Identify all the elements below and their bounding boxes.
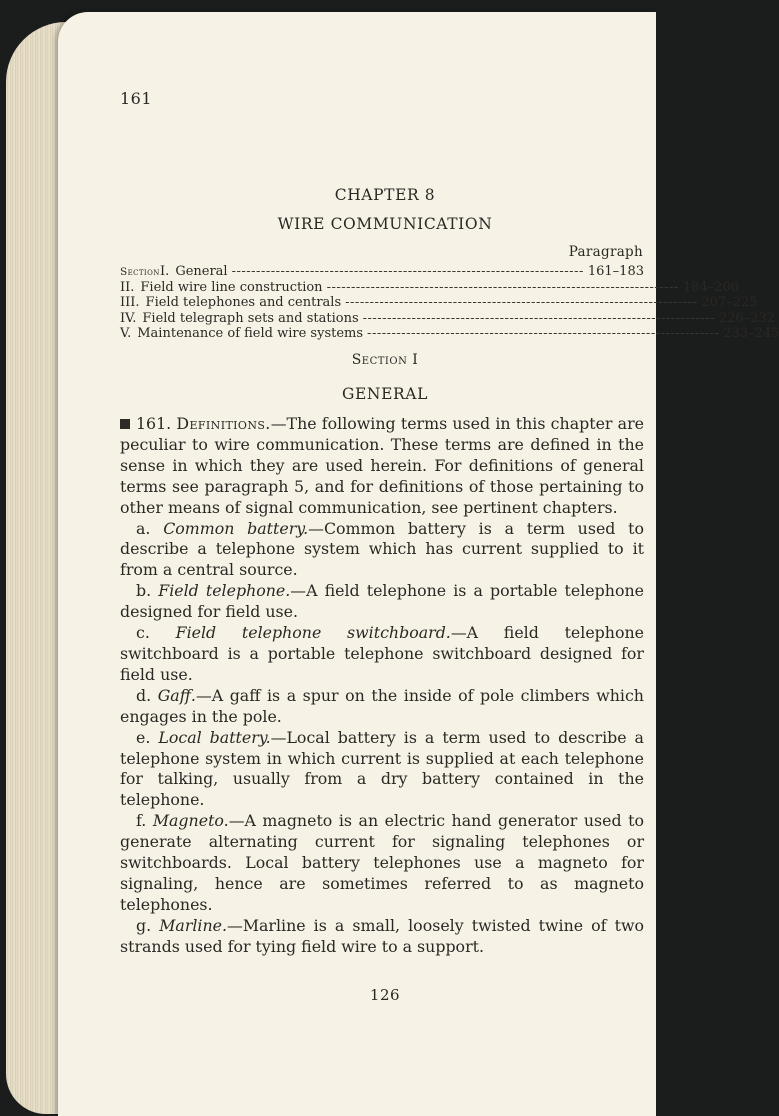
definition-text: —Marline is a small, loosely twisted twine of two strands used for tying field wire to a support.: [120, 915, 644, 956]
definition-text: —Common battery is a term used to describe a telephone system which has current supplied to it from a central source.: [120, 518, 644, 580]
definition-term: Gaff.: [157, 685, 196, 705]
toc-title: Field telegraph sets and stations: [142, 310, 359, 326]
definition-term: Marline.: [159, 915, 228, 935]
definition-term: Magneto.: [152, 811, 229, 831]
toc-leader: ------------------------------------------------------------------------: [367, 325, 720, 341]
definition-letter: b.: [136, 581, 152, 601]
section-label: Section I: [351, 352, 419, 368]
toc-number: V.: [120, 325, 132, 341]
definition-letter: d.: [136, 685, 152, 705]
toc-number: III.: [120, 295, 140, 311]
definition-letter: g.: [136, 915, 152, 935]
folio-page-number: 126: [369, 986, 401, 1004]
definition-text: —A field telephone switchboard is a portable telephone switchboard designed for field use.: [120, 623, 645, 684]
toc-leader: ------------------------------------------------------------------------: [326, 280, 679, 296]
definition-item: [120, 623, 644, 686]
toc-number: IV.: [120, 310, 137, 326]
toc-title: Field telephones and centrals: [145, 295, 342, 311]
toc-range: 161–183: [587, 264, 644, 279]
chapter-subtitle: WIRE COMMUNICATION: [277, 215, 493, 233]
toc-leader: ------------------------------------------------------------------------: [362, 310, 715, 326]
section-title: GENERAL: [342, 385, 428, 403]
chapter-title: CHAPTER 8: [334, 186, 436, 204]
toc-paragraph-header: Paragraph: [568, 244, 643, 260]
toc-leader: ------------------------------------------------------------------------: [231, 264, 584, 279]
toc-range: 184–206: [682, 280, 739, 296]
definition-item: [120, 519, 644, 582]
definition-letter: f.: [136, 811, 147, 831]
definition-item: [120, 686, 644, 728]
definition-term: Local battery.: [158, 727, 271, 747]
toc-section-label: Section: [120, 266, 160, 278]
toc-row: [120, 264, 644, 280]
definition-letter: a.: [136, 518, 151, 538]
paragraph-number: 161.: [136, 414, 172, 433]
definition-text: —A magneto is an electric hand generator used to generate alternating current for signaling telephones or switchboards. Local battery telephones use a magneto for signaling, hence are sometimes referred to as magneto telephones.: [120, 811, 644, 914]
toc-row: [120, 325, 779, 341]
toc-number: II.: [120, 280, 135, 296]
body-text: [120, 414, 644, 958]
definition-text: —A field telephone is a portable telephone designed for field use.: [120, 581, 644, 622]
definition-letter: e.: [136, 727, 151, 747]
toc-row: [120, 310, 776, 326]
toc-number: I.: [160, 264, 170, 279]
table-of-contents: [120, 264, 779, 341]
definition-term: Field telephone switchboard.: [175, 623, 451, 643]
definition-item: [120, 581, 644, 623]
definition-term: Field telephone.: [158, 581, 291, 601]
toc-leader: ------------------------------------------------------------------------: [345, 295, 698, 311]
definition-text: —Local battery is a term used to describe a telephone system in which current is supplied at each telephone for talking, usually from a dry battery contained in the telephone.: [120, 727, 644, 810]
definition-item: [120, 811, 644, 916]
toc-title: Field wire line construction: [140, 280, 323, 296]
toc-row: [120, 295, 758, 311]
running-page-number: 161: [120, 89, 153, 108]
definition-letter: c.: [136, 623, 150, 643]
definition-item: [120, 728, 644, 812]
paragraph-heading: Definitions.: [176, 414, 271, 433]
paragraph-text: —The following terms used in this chapter are peculiar to wire communication. These terms are defined in the sense in which they are used herein. For definitions of general terms see paragraph 5, and for definitions of those pertaining to other means of signal communication, see pertinent chapters.: [120, 414, 644, 517]
toc-title: General: [175, 264, 228, 279]
toc-row: [120, 280, 739, 296]
toc-range: 226–232: [718, 310, 776, 326]
paragraph-161: [120, 414, 644, 519]
definition-text: —A gaff is a spur on the inside of pole climbers which engages in the pole.: [120, 685, 644, 726]
definition-item: [120, 916, 644, 958]
paragraph-marker-icon: [120, 419, 130, 429]
toc-title: Maintenance of field wire systems: [137, 325, 364, 341]
definition-term: Common battery.: [163, 518, 309, 538]
toc-range: 207–225: [701, 295, 758, 311]
toc-range: 233–245: [723, 325, 779, 341]
